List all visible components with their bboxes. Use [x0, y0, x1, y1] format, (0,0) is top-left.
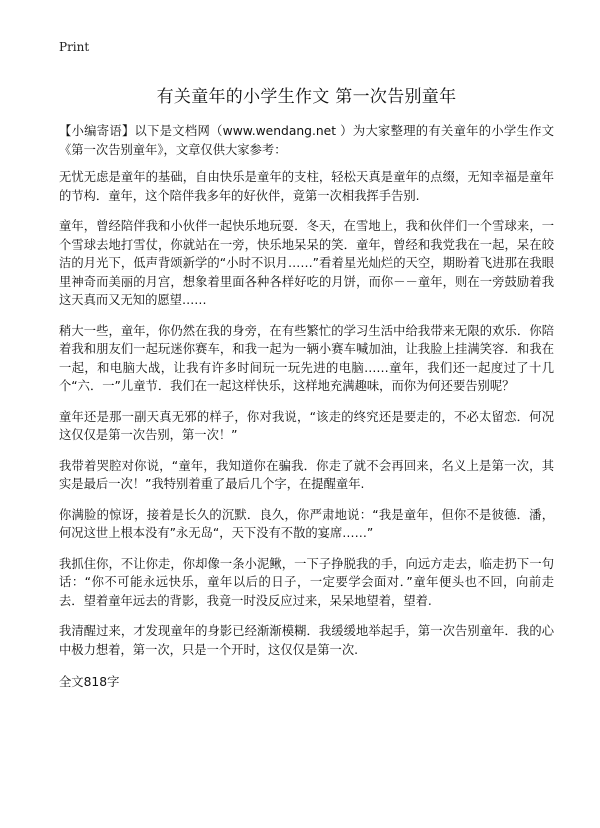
body-paragraph: 我抓住你，不让你走，你却像一条小泥鳅，一下子挣脱我的手，向远方走去，临走扔下一句话：“你不可能永远快乐，童年以后的日子，一定要学会面对．”童年便头也不回，向前走去．望着童年远去的背影，我竟一时没反应过来，呆呆地望着，望着. — [59, 556, 554, 608]
body-paragraph: 无忧无虑是童年的基础，自由快乐是童年的支柱，轻松天真是童年的点缀，无知幸福是童年的节构．童年，这个陪伴我多年的好伙伴，竟第一次相我挥手告别. — [59, 170, 554, 203]
body-paragraph: 我带着哭腔对你说，“童年，我知道你在骗我．你走了就不会再回来，名义上是第一次，其实是最后一次！”我特别着重了最后几个字，在提醒童年. — [59, 458, 554, 491]
body-paragraph: 童年，曾经陪伴我和小伙伴一起快乐地玩耍．冬天，在雪地上，我和伙伴们一个雪球来，一个雪球去地打雪仗，你就站在一旁，快乐地呆呆的笑．童年，曾经和我党我在一起，呆在皎洁的月光下，低声背颂新学的“小时不识月……”看着星光灿烂的天空，期盼着飞进那在我眼里神奇而美丽的月宫，想象着里面各种各样好吃的月饼，而你－－童年，则在一旁鼓励着我这天真而又无知的愿望…… — [59, 219, 554, 307]
editor-intro: 【小编寄语】以下是文档网（www.wendang.net ）为大家整理的有关童年的小学生作文《第一次告别童年》，文章仅供大家参考： — [59, 124, 554, 157]
article-title: 有关童年的小学生作文 第一次告别童年 — [156, 87, 457, 107]
body-paragraph: 你满脸的惊讶，接着是长久的沉默．良久，你严肃地说：“我是童年，但你不是彼德．潘，何况这世上根本没有”永无岛“，天下没有不散的宴席……” — [59, 507, 554, 540]
body-paragraph: 我清醒过来，才发现童年的身影已经渐渐模糊．我缓缓地举起手，第一次告别童年．我的心中极力想着，第一次，只是一个开时，这仅仅是第一次. — [59, 624, 554, 657]
body-paragraph: 童年还是那一副天真无邪的样子，你对我说，“该走的终究还是要走的，不必太留恋．何况这仅仅是第一次告别，第一次！” — [59, 409, 554, 442]
body-paragraph: 稍大一些，童年，你仍然在我的身旁，在有些繁忙的学习生活中给我带来无限的欢乐．你陪着我和朋友们一起玩迷你赛车，和我一起为一辆小赛车喊加油，让我脸上挂满笑容．和我在一起，和电脑大战，让我有许多时间玩一玩先进的电脑……童年，我们还一起度过了十几个“六．一”儿童节．我们在一起这样快乐，这样地充满趣味，而你为何还要告别呢？ — [59, 323, 554, 393]
print-label[interactable]: Print — [59, 40, 90, 54]
word-count: 全文818字 — [59, 675, 120, 689]
